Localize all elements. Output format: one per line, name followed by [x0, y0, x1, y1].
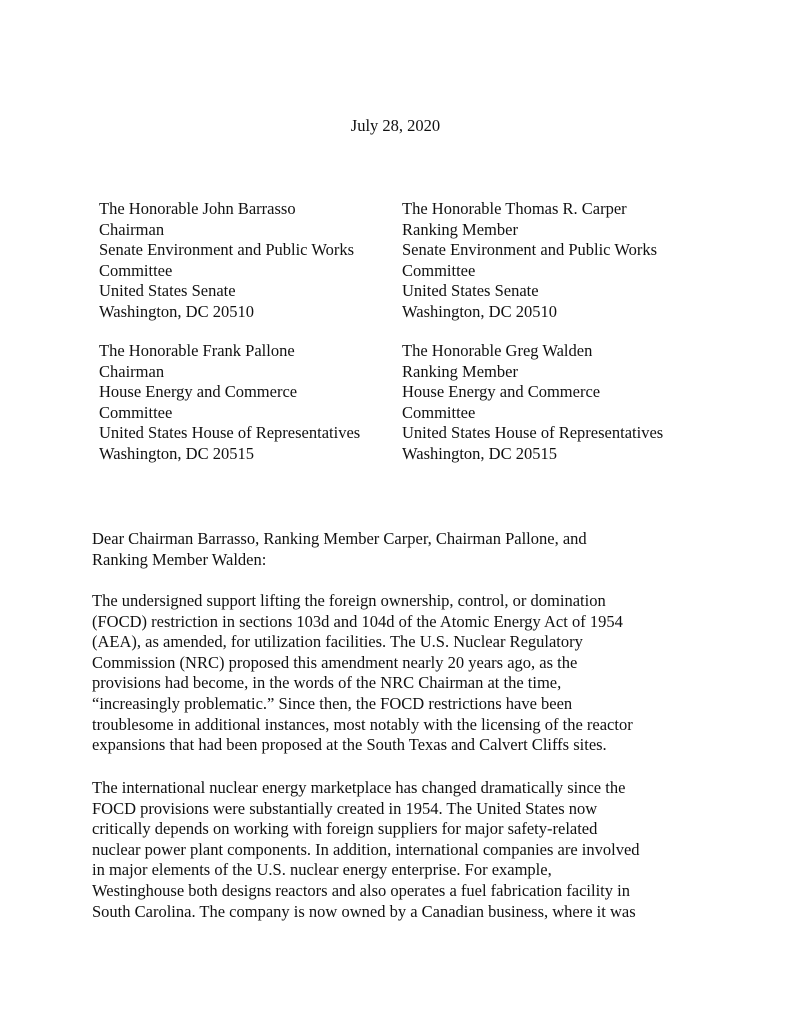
- paragraph-line: troublesome in additional instances, most notably with the licensing of the reactor: [92, 714, 633, 734]
- paragraph-line: in major elements of the U.S. nuclear energy enterprise. For example,: [92, 860, 552, 880]
- paragraph-line: provisions had become, in the words of the NRC Chairman at the time,: [92, 673, 562, 693]
- addressee-line: United States Senate: [99, 281, 236, 301]
- paragraph-line: South Carolina. The company is now owned by a Canadian business, where it was: [92, 901, 636, 921]
- addressee-line: Washington, DC 20515: [99, 443, 254, 463]
- addressee-line: Chairman: [99, 219, 165, 239]
- paragraph-line: The undersigned support lifting the foreign ownership, control, or domination: [92, 591, 606, 610]
- addressee-line: The Honorable Thomas R. Carper: [402, 199, 627, 218]
- addressee-line: Committee: [99, 402, 173, 422]
- addressee-line: United States House of Representatives: [99, 423, 361, 443]
- addressee-block-walden: [402, 341, 702, 465]
- paragraph-line: expansions that had been proposed at the South Texas and Calvert Cliffs sites.: [92, 735, 607, 755]
- paragraph-line: Commission (NRC) proposed this amendment nearly 20 years ago, as the: [92, 652, 578, 672]
- addressee-line: United States Senate: [402, 281, 539, 301]
- addressee-block-barrasso: [99, 199, 399, 323]
- paragraph-line: The international nuclear energy marketplace has changed dramatically since the: [92, 778, 626, 797]
- paragraph-line: critically depends on working with foreign suppliers for major safety-related: [92, 819, 598, 839]
- salutation-line: Ranking Member Walden:: [92, 549, 267, 569]
- addressee-line: The Honorable John Barrasso: [99, 199, 296, 218]
- addressee-line: Senate Environment and Public Works: [99, 240, 354, 260]
- paragraph-line: nuclear power plant components. In addition, international companies are involved: [92, 839, 640, 859]
- addressee-line: The Honorable Frank Pallone: [99, 341, 295, 360]
- body-paragraph-2: [92, 778, 732, 922]
- letter-date: July 28, 2020: [350, 116, 441, 135]
- addressee-line: Committee: [402, 260, 476, 280]
- salutation: [92, 529, 732, 570]
- addressee-line: Committee: [99, 260, 173, 280]
- addressee-line: House Energy and Commerce: [99, 382, 298, 402]
- addressee-block-pallone: [99, 341, 399, 465]
- addressee-line: Ranking Member: [402, 219, 518, 239]
- paragraph-line: (FOCD) restriction in sections 103d and 104d of the Atomic Energy Act of 1954: [92, 611, 623, 631]
- addressee-line: Washington, DC 20515: [402, 443, 557, 463]
- addressee-line: United States House of Representatives: [402, 423, 664, 443]
- addressee-line: Chairman: [99, 361, 165, 381]
- paragraph-line: FOCD provisions were substantially created in 1954. The United States now: [92, 798, 598, 818]
- body-paragraph-1: [92, 591, 732, 756]
- addressee-line: Senate Environment and Public Works: [402, 240, 657, 260]
- salutation-line: Dear Chairman Barrasso, Ranking Member Carper, Chairman Pallone, and: [92, 529, 587, 548]
- paragraph-line: Westinghouse both designs reactors and also operates a fuel fabrication facility in: [92, 880, 630, 900]
- addressee-line: Washington, DC 20510: [402, 301, 557, 321]
- addressee-line: Washington, DC 20510: [99, 301, 254, 321]
- paragraph-line: (AEA), as amended, for utilization facilities. The U.S. Nuclear Regulatory: [92, 632, 583, 652]
- addressee-block-carper: [402, 199, 702, 323]
- addressee-line: House Energy and Commerce: [402, 382, 601, 402]
- paragraph-line: “increasingly problematic.” Since then, the FOCD restrictions have been: [92, 693, 573, 713]
- addressee-line: The Honorable Greg Walden: [402, 341, 593, 360]
- addressee-line: Ranking Member: [402, 361, 518, 381]
- addressee-line: Committee: [402, 402, 476, 422]
